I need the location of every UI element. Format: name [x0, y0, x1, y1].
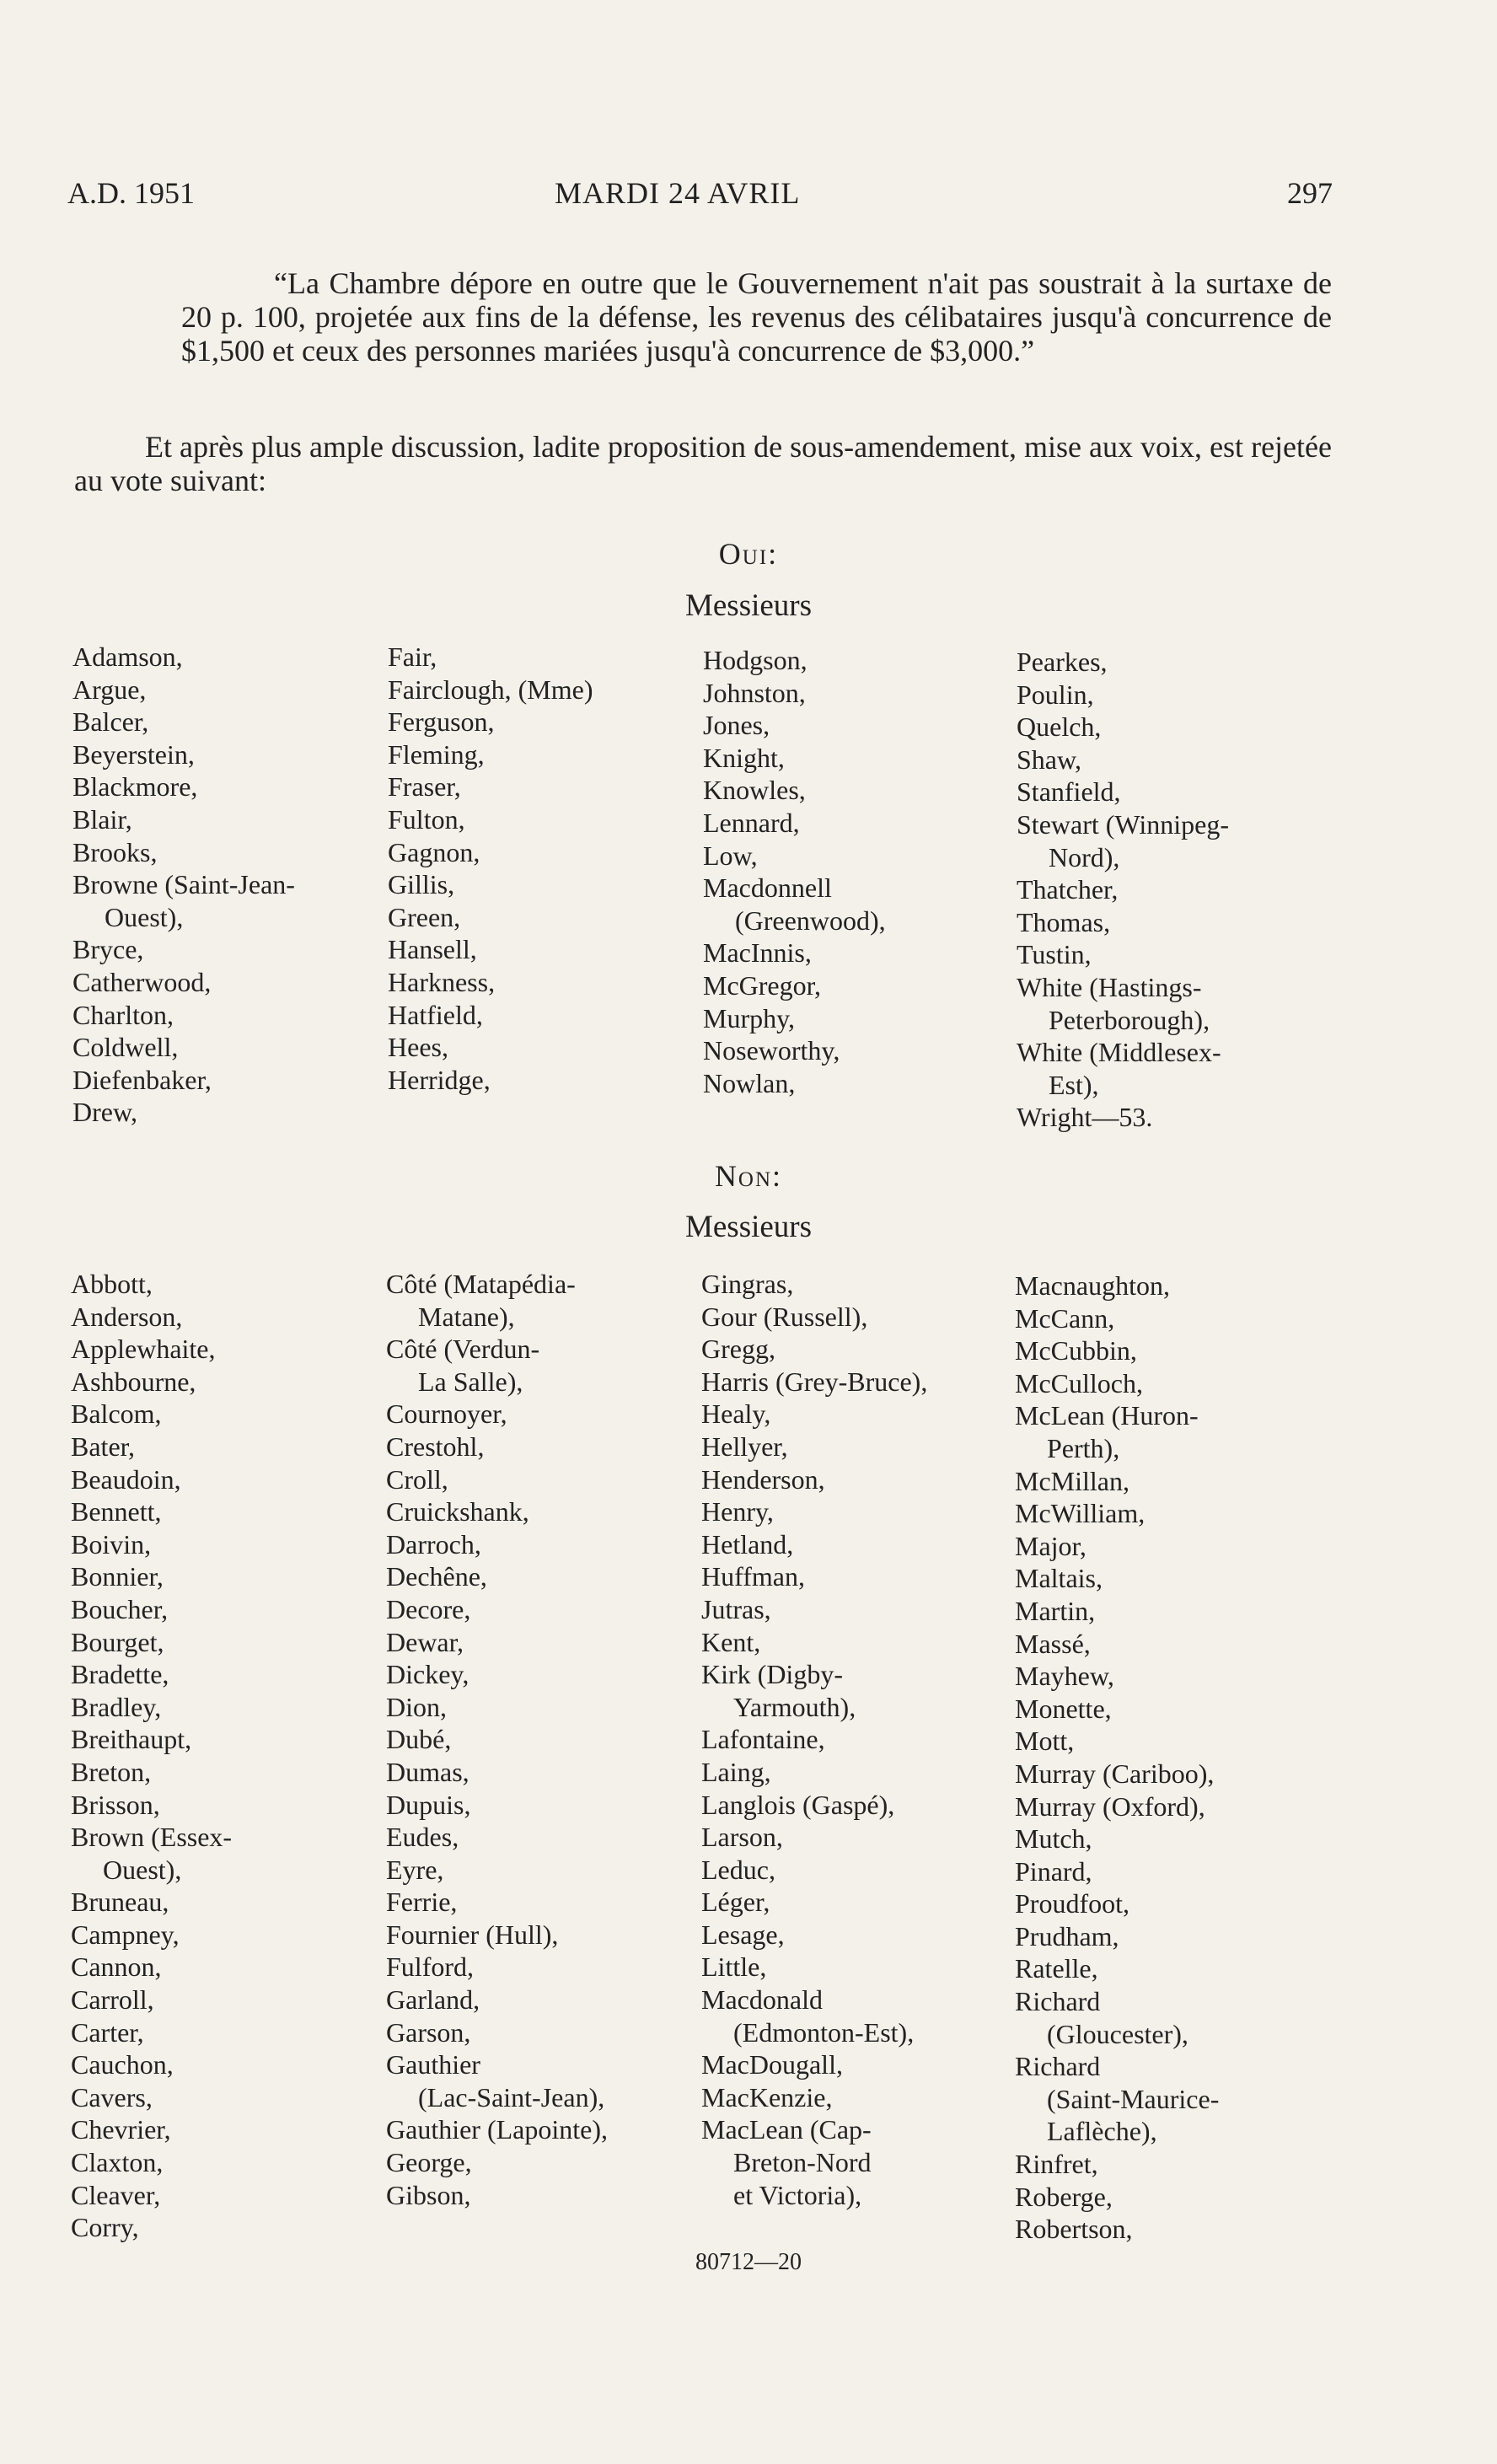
member-name: Blair,: [72, 803, 132, 835]
member-name: Knowles,: [703, 775, 806, 806]
member-name: Hees,: [388, 1032, 448, 1063]
date-label: MARDI 24 AVRIL: [555, 176, 801, 210]
oui-column-1: [72, 641, 295, 1129]
member-name: McWilliam,: [1015, 1498, 1146, 1529]
member-name: MacKenzie,: [701, 2081, 833, 2112]
page-number: 297: [1287, 176, 1333, 210]
member-name: Fraser,: [388, 771, 461, 803]
member-name: Larson,: [701, 1822, 783, 1853]
member-name: Martin,: [1015, 1595, 1096, 1626]
member-name: Ferrie,: [386, 1887, 458, 1918]
member-name: Dion,: [386, 1691, 447, 1722]
member-name: Croll,: [386, 1463, 448, 1495]
member-name: George,: [386, 2147, 472, 2178]
member-name: Gillis,: [388, 869, 455, 900]
member-name: et Victoria),: [733, 2179, 862, 2210]
member-name: Henderson,: [701, 1463, 825, 1495]
member-name: Murray (Oxford),: [1015, 1790, 1205, 1822]
member-name: Quelch,: [1017, 711, 1102, 743]
member-name: Darroch,: [386, 1528, 481, 1559]
member-name: Knight,: [703, 742, 785, 773]
member-name: Leduc,: [701, 1854, 775, 1885]
member-name: MacLean (Cap-: [701, 2114, 872, 2145]
member-name: Fulford,: [386, 1951, 474, 1983]
member-name: Gregg,: [701, 1334, 775, 1365]
sub-amendment-quote: [181, 266, 1332, 368]
member-name: Lesage,: [701, 1919, 785, 1950]
member-name: Dickey,: [386, 1659, 469, 1690]
member-name: Balcom,: [71, 1398, 162, 1430]
member-name: Herridge,: [388, 1064, 491, 1095]
member-name: Nord),: [1049, 841, 1120, 872]
year-label: A.D. 1951: [67, 176, 195, 210]
member-name: Lafontaine,: [701, 1724, 825, 1755]
member-name: Poulin,: [1017, 679, 1094, 710]
member-name: Prudham,: [1015, 1920, 1119, 1951]
member-name: Bryce,: [72, 934, 144, 965]
member-name: Massé,: [1015, 1628, 1091, 1659]
member-name: Blackmore,: [72, 771, 198, 803]
member-name: Charlton,: [72, 999, 174, 1030]
member-name: Thomas,: [1017, 906, 1111, 937]
member-name: Peterborough),: [1049, 1004, 1210, 1035]
member-name: White (Middlesex-: [1017, 1037, 1221, 1068]
member-name: Gagnon,: [388, 836, 480, 867]
oui-column-3: [703, 644, 886, 1099]
member-name: MacDougall,: [701, 2049, 843, 2080]
member-name: Mott,: [1015, 1726, 1075, 1757]
member-name: MacInnis,: [703, 937, 812, 969]
member-name: Cauchon,: [71, 2049, 174, 2080]
member-name: Murphy,: [703, 1002, 796, 1033]
member-name: Carter,: [71, 2016, 144, 2048]
member-name: Harris (Grey-Bruce),: [701, 1366, 928, 1397]
member-name: Breton,: [71, 1756, 152, 1787]
non-column-1: [71, 1268, 232, 2244]
member-name: Brown (Essex-: [71, 1822, 233, 1853]
member-name: Ouest),: [103, 1854, 182, 1885]
member-name: Est),: [1049, 1069, 1099, 1100]
member-name: (Lac-Saint-Jean),: [418, 2081, 605, 2112]
member-name: Coldwell,: [72, 1032, 179, 1063]
non-messieurs-heading: Messieurs: [684, 1210, 813, 1244]
member-name: Dubé,: [386, 1724, 452, 1755]
member-name: Cavers,: [71, 2081, 153, 2112]
member-name: Low,: [703, 840, 758, 871]
member-name: Dewar,: [386, 1626, 464, 1657]
member-name: Nowlan,: [703, 1067, 796, 1098]
member-name: Laing,: [701, 1756, 771, 1787]
member-name: Cannon,: [71, 1951, 162, 1983]
member-name: Beaudoin,: [71, 1463, 181, 1495]
member-name: Harkness,: [388, 966, 496, 997]
member-name: Breithaupt,: [71, 1724, 192, 1755]
member-name: Hansell,: [388, 934, 477, 965]
page-footer-code: 80712—20: [695, 2249, 802, 2275]
member-name: Johnston,: [703, 677, 806, 708]
oui-messieurs-heading: Messieurs: [684, 588, 813, 623]
member-name: Browne (Saint-Jean-: [72, 869, 295, 900]
member-name: Fair,: [388, 641, 437, 672]
member-name: Crestohl,: [386, 1431, 485, 1462]
member-name: Proudfoot,: [1015, 1888, 1129, 1919]
member-name: Bonnier,: [71, 1561, 164, 1592]
member-name: Campney,: [71, 1919, 180, 1950]
member-name: Perth),: [1047, 1432, 1120, 1463]
member-name: Cournoyer,: [386, 1398, 507, 1430]
member-name: Laflèche),: [1047, 2116, 1157, 2147]
member-name: Garson,: [386, 2016, 471, 2048]
member-name: Tustin,: [1017, 939, 1092, 970]
member-name: Huffman,: [701, 1561, 805, 1592]
member-name: Fournier (Hull),: [386, 1919, 559, 1950]
member-name: Gour (Russell),: [701, 1301, 868, 1332]
member-name: Gibson,: [386, 2179, 471, 2210]
member-name: Thatcher,: [1017, 874, 1119, 905]
member-name: Bruneau,: [71, 1887, 169, 1918]
member-name: Matane),: [418, 1301, 515, 1332]
member-name: Shaw,: [1017, 743, 1082, 775]
member-name: Léger,: [701, 1887, 770, 1918]
member-name: Macnaughton,: [1015, 1270, 1170, 1301]
member-name: Wright—53.: [1017, 1102, 1153, 1133]
member-name: McMillan,: [1015, 1465, 1129, 1496]
member-name: (Greenwood),: [735, 905, 886, 936]
non-heading: Non:: [714, 1159, 783, 1193]
member-name: Kirk (Digby-: [701, 1659, 843, 1690]
member-name: Balcer,: [72, 706, 149, 738]
non-column-3: [701, 1268, 927, 2211]
member-name: Corry,: [71, 2212, 139, 2243]
member-name: Rinfret,: [1015, 2149, 1098, 2180]
non-column-4: [1015, 1270, 1219, 2246]
non-column-2: [386, 1268, 608, 2211]
member-name: Ferguson,: [388, 706, 495, 738]
member-name: Macdonald: [701, 1984, 823, 2016]
member-name: Richard: [1015, 1986, 1101, 2017]
member-name: Stanfield,: [1017, 776, 1121, 808]
member-name: Fulton,: [388, 803, 465, 835]
member-name: Beyerstein,: [72, 738, 195, 770]
member-name: Henry,: [701, 1496, 774, 1527]
member-name: Brooks,: [72, 836, 158, 867]
member-name: Eudes,: [386, 1822, 459, 1853]
member-name: Jones,: [703, 710, 770, 741]
member-name: Hodgson,: [703, 645, 808, 675]
member-name: Eyre,: [386, 1854, 444, 1885]
oui-heading: Oui:: [718, 537, 779, 571]
member-name: Bennett,: [71, 1496, 162, 1527]
member-name: Anderson,: [71, 1301, 183, 1332]
member-name: Adamson,: [72, 641, 183, 672]
member-name: McGregor,: [703, 969, 821, 1001]
member-name: La Salle),: [418, 1366, 523, 1397]
member-name: Ratelle,: [1015, 1953, 1098, 1984]
member-name: Fairclough, (Mme): [388, 674, 593, 705]
member-name: (Saint-Maurice-: [1047, 2083, 1220, 2114]
member-name: Green,: [388, 901, 461, 932]
member-name: Garland,: [386, 1984, 480, 2016]
member-name: Cruickshank,: [386, 1496, 529, 1527]
member-name: Little,: [701, 1951, 767, 1983]
member-name: Stewart (Winnipeg-: [1017, 808, 1229, 840]
member-name: Diefenbaker,: [72, 1064, 212, 1095]
member-name: Dupuis,: [386, 1789, 471, 1820]
member-name: (Gloucester),: [1047, 2018, 1188, 2049]
member-name: Hatfield,: [388, 999, 483, 1030]
member-name: Bradley,: [71, 1691, 162, 1722]
member-name: Healy,: [701, 1398, 771, 1430]
member-name: Dechêne,: [386, 1561, 487, 1592]
member-name: Hellyer,: [701, 1431, 788, 1462]
member-name: McCulloch,: [1015, 1367, 1143, 1398]
member-name: Jutras,: [701, 1593, 771, 1624]
member-name: Decore,: [386, 1593, 471, 1624]
member-name: Gauthier: [386, 2049, 480, 2080]
member-name: (Edmonton-Est),: [733, 2016, 915, 2048]
member-name: Pearkes,: [1017, 647, 1108, 677]
member-name: Carroll,: [71, 1984, 154, 2016]
oui-column-2: [388, 641, 593, 1096]
member-name: Abbott,: [71, 1269, 153, 1299]
member-name: Dumas,: [386, 1756, 469, 1787]
motion-paragraph: [74, 430, 1332, 497]
member-name: Yarmouth),: [733, 1691, 856, 1722]
member-name: Langlois (Gaspé),: [701, 1789, 895, 1820]
member-name: Kent,: [701, 1626, 761, 1657]
member-name: Applewhaite,: [71, 1334, 216, 1365]
member-name: Lennard,: [703, 807, 800, 838]
member-name: Boucher,: [71, 1593, 169, 1624]
member-name: McLean (Huron-: [1015, 1400, 1199, 1431]
member-name: Bourget,: [71, 1626, 164, 1657]
oui-column-4: [1017, 646, 1229, 1134]
member-name: White (Hastings-: [1017, 971, 1202, 1002]
member-name: Cleaver,: [71, 2179, 161, 2210]
member-name: Fleming,: [388, 738, 485, 770]
member-name: McCubbin,: [1015, 1335, 1137, 1366]
member-name: Noseworthy,: [703, 1035, 840, 1066]
member-name: Hetland,: [701, 1528, 794, 1559]
quote-paragraph: “La Chambre dépore en outre que le Gouvernement n'ait pas soustrait à la surtaxe de 20 p. 100, projetée aux fins de la défense, les revenus des célibataires jusqu'à concurrence de $1,500 et ceux des personnes mariées jusqu'à concurrence de $3,000.”: [181, 266, 1332, 368]
member-name: Gauthier (Lapointe),: [386, 2114, 608, 2145]
member-name: Mutch,: [1015, 1823, 1092, 1855]
member-name: Gingras,: [701, 1269, 794, 1299]
member-name: Côté (Matapédia-: [386, 1269, 576, 1299]
member-name: Drew,: [72, 1097, 137, 1128]
member-name: Claxton,: [71, 2147, 164, 2178]
page-header: [67, 175, 1332, 216]
member-name: Bater,: [71, 1431, 136, 1462]
member-name: Murray (Cariboo),: [1015, 1758, 1215, 1789]
member-name: Chevrier,: [71, 2114, 171, 2145]
member-name: McCann,: [1015, 1302, 1115, 1334]
member-name: Côté (Verdun-: [386, 1334, 540, 1365]
member-name: Catherwood,: [72, 966, 212, 997]
member-name: Macdonnell: [703, 872, 832, 904]
member-name: Boivin,: [71, 1528, 152, 1559]
member-name: Bradette,: [71, 1659, 169, 1690]
member-name: Richard: [1015, 2051, 1101, 2082]
member-name: Brisson,: [71, 1789, 160, 1820]
member-name: Maltais,: [1015, 1563, 1103, 1594]
member-name: Breton-Nord: [733, 2147, 872, 2178]
member-name: Pinard,: [1015, 1855, 1092, 1887]
motion-text: Et après plus ample discussion, ladite proposition de sous-amendement, mise aux voix, est rejetée au vote suivant:: [74, 430, 1332, 497]
member-name: Argue,: [72, 674, 147, 705]
member-name: Ouest),: [105, 901, 184, 932]
member-name: Major,: [1015, 1530, 1087, 1561]
member-name: Robertson,: [1015, 2214, 1133, 2245]
member-name: Roberge,: [1015, 2181, 1113, 2212]
member-name: Ashbourne,: [71, 1366, 196, 1397]
member-name: Monette,: [1015, 1693, 1112, 1724]
member-name: Mayhew,: [1015, 1661, 1114, 1692]
